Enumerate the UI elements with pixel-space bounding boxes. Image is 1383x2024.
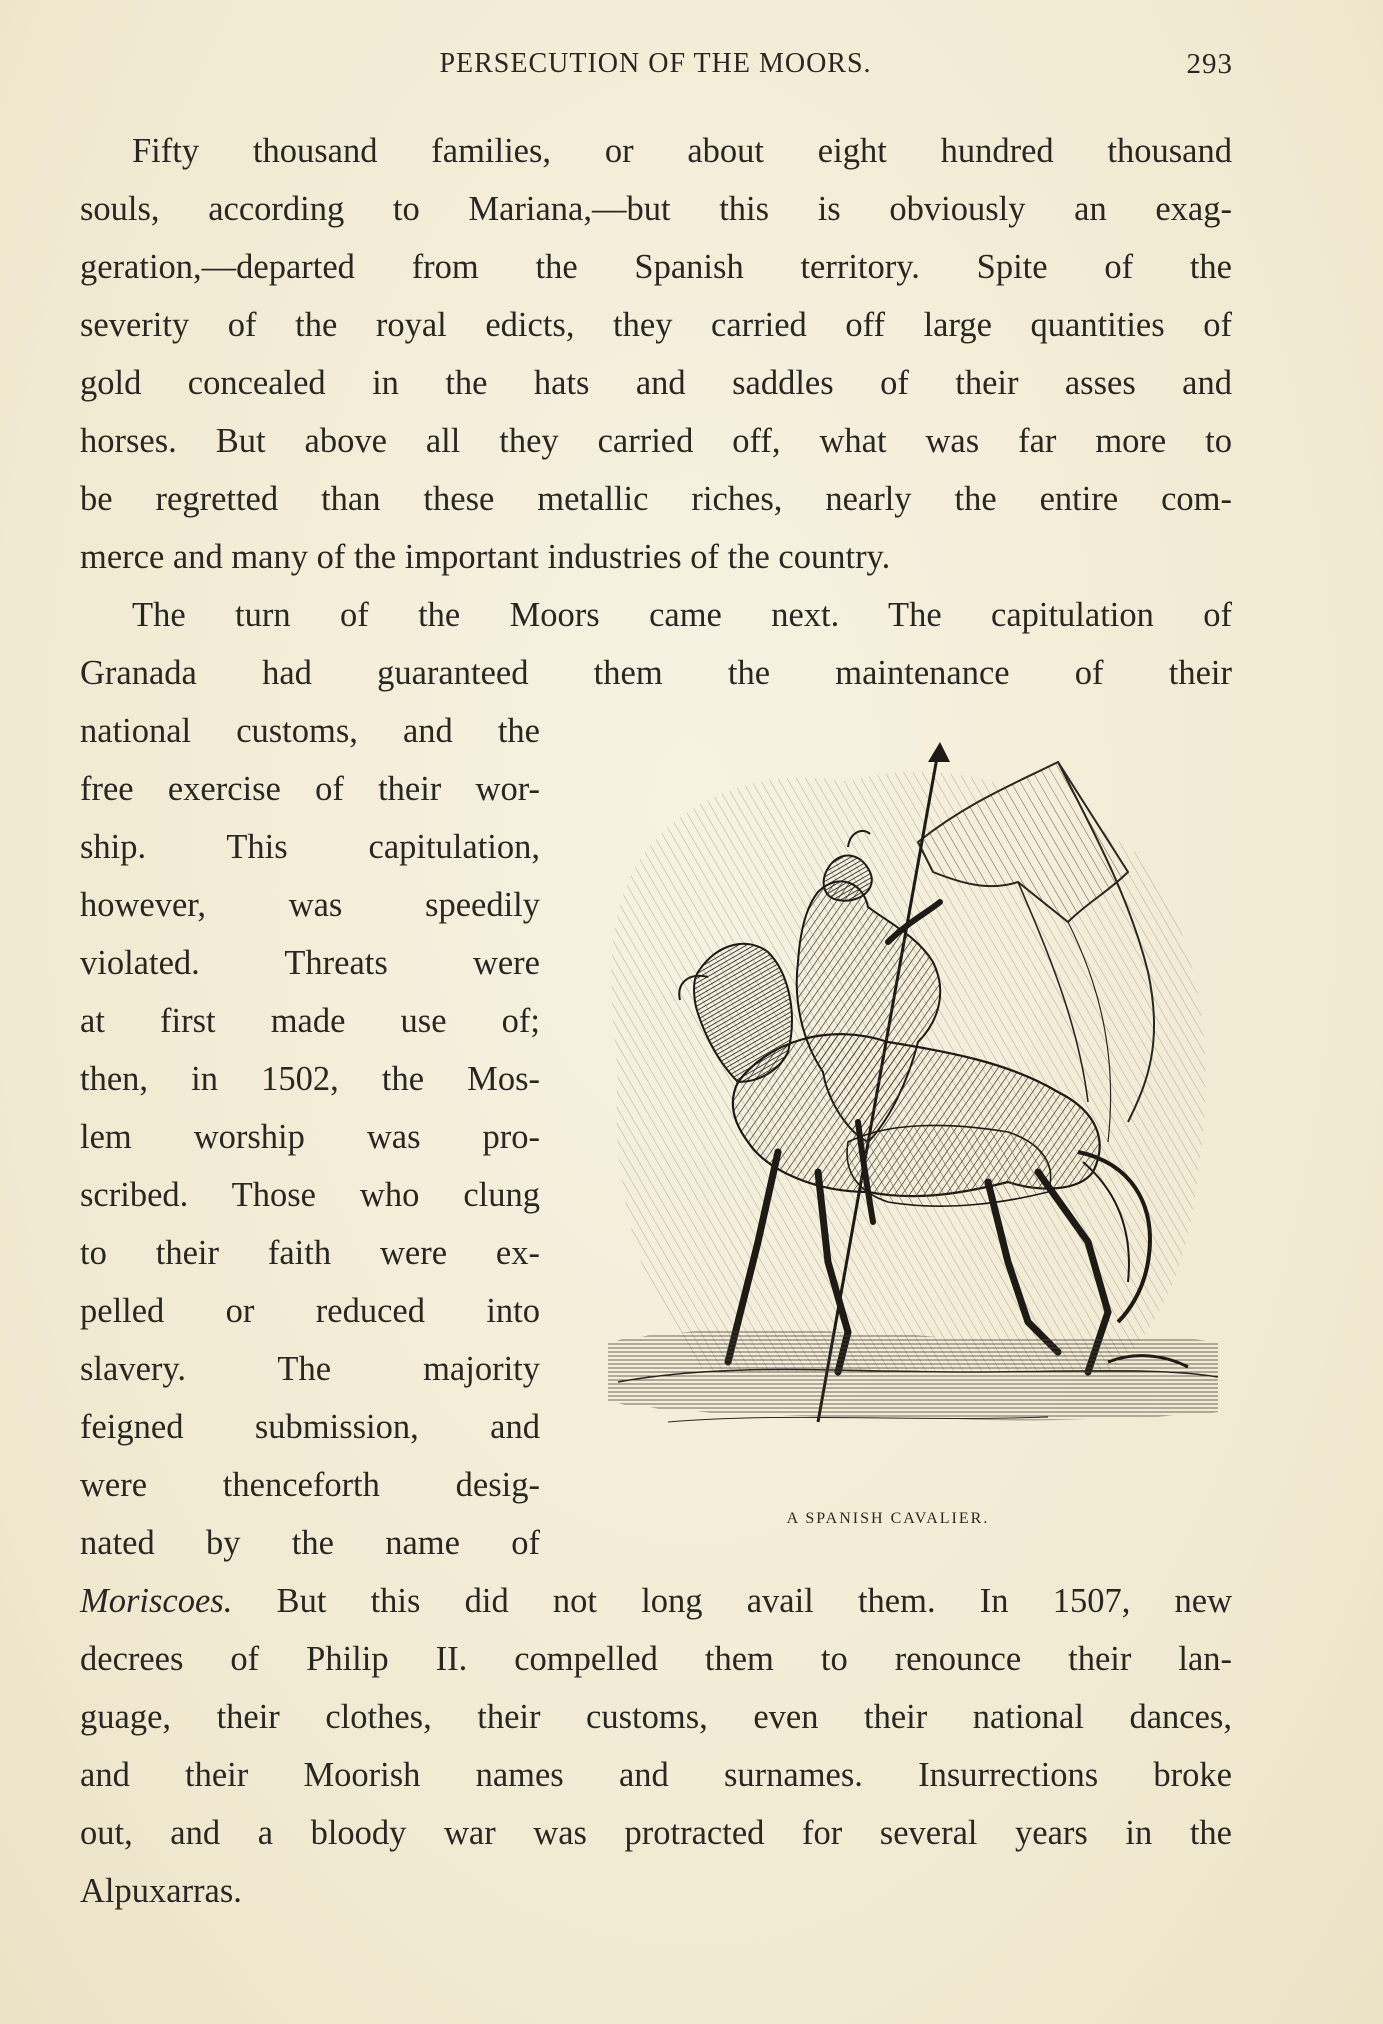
text-line: slavery. The majority: [80, 1350, 540, 1388]
text-line: national customs, and the: [80, 712, 540, 750]
running-title: PERSECUTION OF THE MOORS.: [439, 48, 872, 79]
text-line: decrees of Philip II. compelled them to renounce their lan-: [80, 1640, 1232, 1678]
text-line: geration,—departed from the Spanish territory. Spite of the: [80, 248, 1232, 286]
italic-term: Moriscoes.: [80, 1582, 233, 1620]
text-line: gold concealed in the hats and saddles of their asses and: [80, 364, 1232, 402]
text-line: feigned submission, and: [80, 1408, 540, 1446]
text-span: But this did not long avail them. In 1507, new: [232, 1582, 1232, 1620]
text-line: Alpuxarras.: [80, 1872, 242, 1910]
text-line: at first made use of;: [80, 1002, 540, 1040]
text-line: lem worship was pro-: [80, 1118, 540, 1156]
text-line: Fifty thousand families, or about eight hundred thousand: [132, 132, 1232, 170]
text-line: scribed. Those who clung: [80, 1176, 540, 1214]
text-line: merce and many of the important industries of the country.: [80, 538, 891, 576]
text-line: guage, their clothes, their customs, even their national dances,: [80, 1698, 1232, 1736]
text-line: violated. Threats were: [80, 944, 540, 982]
text-line: were thenceforth desig-: [80, 1466, 540, 1504]
text-line: [80, 1578, 1232, 1624]
text-line: and their Moorish names and surnames. Insurrections broke: [80, 1756, 1232, 1794]
text-line: horses. But above all they carried off, what was far more to: [80, 422, 1232, 460]
text-line: be regretted than these metallic riches, nearly the entire com-: [80, 480, 1232, 518]
cavalier-engraving: [588, 722, 1228, 1486]
text-line: nated by the name of: [80, 1524, 540, 1562]
text-line: pelled or reduced into: [80, 1292, 540, 1330]
text-line: ship. This capitulation,: [80, 828, 540, 866]
text-line: to their faith were ex-: [80, 1234, 540, 1272]
text-line: however, was speedily: [80, 886, 540, 924]
text-line: Granada had guaranteed them the maintenance of their: [80, 654, 1232, 692]
text-line: free exercise of their wor-: [80, 770, 540, 808]
running-head: [78, 44, 1233, 84]
text-line: then, in 1502, the Mos-: [80, 1060, 540, 1098]
text-line: severity of the royal edicts, they carried off large quantities of: [80, 306, 1232, 344]
text-line: The turn of the Moors came next. The capitulation of: [132, 596, 1232, 634]
text-line: souls, according to Mariana,—but this is obviously an exag-: [80, 190, 1232, 228]
text-line: out, and a bloody war was protracted for several years in the: [80, 1814, 1232, 1852]
figure-caption: A SPANISH CAVALIER.: [786, 1510, 990, 1527]
page-number: 293: [1186, 48, 1233, 80]
